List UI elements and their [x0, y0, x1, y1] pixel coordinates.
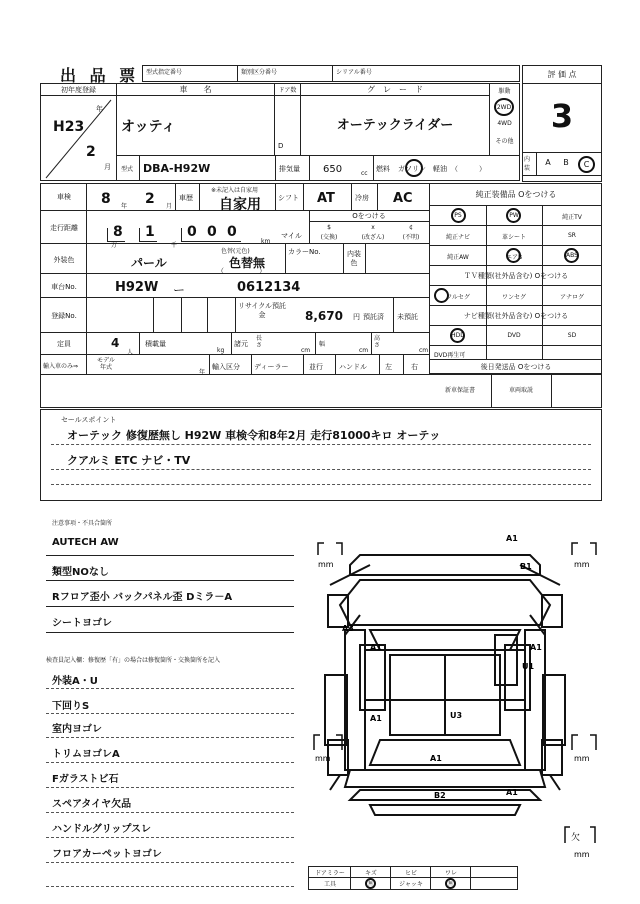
model-year-label: モデル年式 — [97, 357, 115, 371]
car-name-label: 車 名 — [117, 84, 274, 96]
recycle-not-deposited: 未預託 — [397, 313, 418, 321]
damage-mark: A1 — [370, 643, 382, 652]
drive-4wd: 4WD — [497, 120, 512, 127]
shift-value: AT — [317, 191, 335, 206]
fuel-diesel: 軽油 — [433, 165, 447, 173]
history-value: 自家用 — [219, 197, 261, 213]
divider — [181, 298, 182, 333]
year-unit: 年 — [96, 105, 103, 113]
load-label: 積載量 — [145, 340, 166, 348]
details-section — [40, 183, 602, 408]
drive-2wd-circled: 2WD — [494, 98, 514, 116]
recycle-value: 8,670 — [305, 309, 343, 323]
evaluation-score: 3 — [550, 97, 574, 135]
divider — [231, 333, 232, 355]
divider — [153, 298, 154, 333]
import-year-unit: 年 — [199, 369, 206, 376]
after-items-title: 後日発送品 Oをつける — [430, 360, 602, 374]
recycle-label: リサイクル預託金 — [237, 302, 287, 319]
equip-abs-circle — [564, 248, 579, 263]
navi-hdd-circle — [450, 328, 465, 343]
legend-crack: ヒビ — [404, 870, 417, 877]
divider — [175, 184, 176, 211]
navi-sd: SD — [567, 332, 577, 339]
notices-label: 注意事項・不具合箇所 — [52, 520, 113, 527]
navi-hdd: HDD — [451, 332, 465, 339]
import-label: 輸入車のみ⇒ — [43, 363, 79, 370]
car-damage-diagram — [300, 525, 610, 859]
chassis-prefix: H92W — [115, 280, 159, 295]
legend-scratch: キズ — [365, 870, 377, 877]
rule — [46, 762, 294, 763]
equipment-column — [429, 184, 601, 374]
divider — [139, 333, 140, 355]
inspector-item: トリムヨゴレA — [52, 749, 120, 760]
mileage-digit-2: 1 — [145, 224, 155, 240]
header-code-box — [142, 65, 520, 82]
notice-item: シートヨゴレ — [52, 618, 112, 629]
equip-abs: ABS — [566, 252, 578, 259]
rule — [46, 713, 294, 714]
ac-value: AC — [393, 191, 413, 206]
rule — [51, 484, 591, 485]
divider — [199, 184, 200, 211]
rule — [46, 812, 294, 813]
equip-sr: SR — [568, 232, 576, 239]
tv-oneseg: ワンセグ — [501, 294, 526, 301]
displacement-value: 650 — [323, 164, 343, 175]
divider — [235, 298, 236, 333]
mileage-circle-note: Oをつける — [309, 211, 429, 222]
inspector-item: 外装A・U — [52, 676, 98, 687]
recycle-deposited: 預託済 — [363, 313, 384, 321]
legend-box — [308, 866, 518, 890]
mileage-opt3-mark: ¢ — [409, 224, 413, 231]
divider — [303, 184, 304, 211]
import-dealer: ディーラー — [254, 363, 289, 371]
divider — [371, 333, 372, 355]
tv-fullseg-circle — [434, 288, 449, 303]
car-name-value: オッティ — [121, 119, 176, 135]
divider — [393, 298, 394, 333]
notice-item: Rフロア歪小 バックパネル歪 Dミラ－A — [52, 592, 233, 603]
divider — [377, 184, 378, 211]
rule — [46, 886, 294, 887]
import-parallel: 並行 — [309, 363, 323, 371]
equip-tv: 純正TV — [562, 214, 582, 221]
damage-mark: A1 — [530, 643, 542, 652]
fuel-circle-mark — [405, 159, 423, 177]
model-code-label: 型式指定番号 — [143, 66, 238, 81]
first-reg-label: 初年度登録 — [41, 84, 116, 96]
damage-mark: A3 — [342, 624, 354, 633]
history-note: ※未記入は自家用 — [211, 187, 259, 194]
sales-point-label: セールスポイント — [61, 416, 117, 424]
class-code-label: 類別区分番号 — [238, 66, 333, 81]
grade-value: オーテックライダー — [336, 118, 454, 133]
history-label: 車歴 — [179, 194, 193, 202]
import-class-label: 輸入区分 — [212, 363, 240, 371]
model-value: DBA-H92W — [143, 162, 211, 175]
divider — [379, 355, 380, 374]
interior-b: B — [563, 158, 569, 167]
inspector-label: 検査員記入欄：修復歴「有」の場合は修復箇所・交換箇所を記入 — [46, 657, 221, 664]
legend-tools: 工具 — [323, 881, 336, 888]
ac-label: 冷房 — [355, 194, 369, 202]
capacity-label: 定員 — [57, 340, 71, 348]
equip-pw: PW — [509, 212, 519, 219]
rule — [46, 862, 294, 863]
divider — [303, 355, 304, 374]
inspector-item: 下回りS — [52, 701, 90, 712]
rule — [46, 837, 294, 838]
interior-a: A — [545, 158, 551, 167]
equip-airbag: エアB — [505, 254, 523, 261]
km-unit: km — [261, 238, 271, 245]
cm-unit: cm — [419, 347, 429, 354]
handle-left: 左 — [385, 363, 392, 371]
damage-mark: A1 — [370, 714, 382, 723]
shaken-month: 2 — [145, 191, 155, 207]
mileage-opt2-mark: x — [371, 224, 375, 231]
navi-title: ナビ種類(社外品含む) Oをつける — [430, 306, 602, 326]
divider — [209, 355, 210, 374]
sales-point-line1: オーテック 修復歴無し H92W 車検令和8年2月 走行81000キロ オーテッ — [67, 429, 441, 442]
tv-analog: アナログ — [559, 294, 584, 301]
inspector-item: フロアカーペットヨゴレ — [52, 849, 162, 860]
equip-pw-circle — [506, 208, 521, 223]
first-reg-month: 2 — [86, 144, 96, 160]
mileage-digit-4: 0 — [207, 224, 217, 240]
fuel-gasoline: ガソリン — [398, 165, 426, 173]
damage-mark: A1 — [430, 754, 442, 763]
mileage-opt3: (不明) — [402, 234, 420, 241]
legend-tools-none: 無 — [365, 878, 376, 889]
row-chassis — [41, 274, 429, 298]
width-label: 幅 — [319, 341, 326, 348]
owners-manual: 車両取説 — [508, 387, 533, 394]
registration-label: 登録No. — [51, 312, 77, 320]
capacity-value: 4 — [111, 336, 120, 350]
displacement-label: 排気量 — [279, 165, 300, 173]
legend-jack: ジャッキ — [399, 881, 423, 888]
divider — [351, 184, 352, 211]
interior-grade-box — [522, 152, 602, 176]
handle-right: 右 — [411, 363, 418, 371]
divider — [207, 298, 208, 333]
damage-mark: B1 — [520, 562, 532, 571]
mm-label: mm — [318, 560, 334, 569]
repaint-original: （ ） — [217, 267, 266, 275]
model-label: 型式 — [121, 166, 134, 173]
rule — [46, 606, 294, 607]
mm-label: mm — [574, 754, 590, 763]
rule — [51, 444, 591, 445]
color-no-label: カラーNo. — [288, 248, 321, 256]
mileage-opt2: (改ざん) — [361, 234, 385, 241]
rule — [46, 632, 294, 633]
serial-label: シリアル番号 — [336, 69, 372, 76]
missing-label: 欠 — [571, 833, 581, 843]
mile-label: マイル — [281, 232, 302, 240]
vehicle-basic-section — [40, 83, 520, 181]
kg-unit: kg — [217, 347, 225, 354]
equip-leather: 革シート — [501, 234, 526, 241]
navi-dvd: DVD — [507, 332, 521, 339]
equip-navi: 純正ナビ — [445, 234, 470, 241]
mileage-digit-5: 0 — [227, 224, 237, 240]
repaint-value: 色替無 — [229, 256, 266, 270]
doors-label: ドア数 — [275, 84, 300, 96]
mm-label: mm — [574, 850, 590, 859]
handle-label: ハンドル — [339, 363, 367, 371]
cm-unit: cm — [301, 347, 311, 354]
damage-mark: B2 — [434, 791, 446, 800]
length-label: 長さ — [255, 335, 262, 349]
divider — [365, 244, 366, 274]
rule — [46, 580, 294, 581]
first-reg-era: H23 — [53, 119, 85, 135]
divider — [285, 244, 286, 274]
fuel-other: （ ） — [451, 165, 486, 173]
first-registration — [41, 84, 117, 180]
mileage-digit-1: 8 — [113, 224, 123, 240]
mileage-digit-3: 0 — [187, 224, 197, 240]
shaken-year: 8 — [101, 191, 111, 207]
shift-label: シフト — [278, 194, 299, 202]
capacity-unit: 人 — [127, 349, 134, 356]
divider — [315, 333, 316, 355]
legend-door-mirror: ドアミラー — [315, 870, 345, 877]
equipment-title: 純正装備品 Oをつける — [430, 184, 602, 206]
divider — [373, 156, 374, 180]
divider — [275, 156, 276, 180]
drive-label: 駆動 — [498, 88, 511, 95]
shaken-year-unit: 年 — [121, 203, 128, 210]
divider — [551, 374, 552, 407]
exterior-label: 外装色 — [53, 256, 75, 264]
dims-label: 諸元 — [234, 340, 248, 348]
rule — [46, 688, 294, 689]
evaluation-label: 評 価 点 — [523, 66, 601, 84]
dvd-playback: DVD再生可 — [434, 352, 466, 359]
tv-title: ＴＶ種類(社外品含む) Oをつける — [430, 266, 602, 286]
tv-fullseg: フルセグ — [446, 294, 470, 301]
sales-point-box — [40, 409, 602, 501]
shaken-label: 車検 — [57, 193, 71, 201]
yen-unit: 円 — [353, 313, 360, 321]
damage-mark: U1 — [522, 662, 535, 671]
interior-c-circled: C — [578, 156, 595, 173]
equip-ps-circle — [451, 208, 466, 223]
mm-label: mm — [574, 560, 590, 569]
car-name-cell — [117, 84, 275, 156]
chassis-label: 車台No. — [51, 283, 77, 291]
rule — [46, 555, 294, 556]
drive-cell — [490, 84, 519, 156]
mileage-unit-sen: 千 — [171, 242, 178, 249]
divider — [251, 355, 252, 374]
damage-mark: A1 — [506, 534, 518, 543]
month-unit: 月 — [104, 163, 111, 171]
sheet-title: 出 品 票 — [60, 66, 140, 85]
equip-airbag-circle — [506, 248, 521, 263]
warranty-book: 新車保証書 — [444, 387, 475, 394]
height-label: 高さ — [373, 335, 380, 349]
equip-ps: PS — [454, 212, 462, 219]
shaken-month-unit: 月 — [166, 203, 173, 210]
drive-other: その他 — [495, 138, 514, 145]
exterior-color: パール — [131, 256, 167, 270]
interior-color-label: 内装色 — [347, 250, 361, 267]
inspector-item: ハンドルグリップスレ — [52, 824, 151, 835]
mileage-unit-man: 万 — [111, 242, 118, 249]
grade-cell — [301, 84, 490, 156]
divider — [139, 156, 140, 180]
mileage-opt1-mark: $ — [327, 224, 331, 231]
damage-mark: A1 — [506, 788, 518, 797]
doors-cell — [275, 84, 301, 156]
equip-aw: 純正AW — [447, 254, 469, 261]
interior-label: 内装 — [523, 153, 537, 175]
divider — [403, 355, 404, 374]
fuel-label: 燃料 — [376, 165, 390, 173]
repaint-label: 色替(元色) — [221, 248, 250, 255]
legend-break: ワレ — [444, 870, 457, 877]
damage-mark: U3 — [450, 711, 463, 720]
doors-value: D — [278, 142, 284, 150]
cm-unit: cm — [359, 347, 369, 354]
inspector-item: 室内ヨゴレ — [52, 724, 102, 735]
rule — [46, 787, 294, 788]
rule — [51, 469, 591, 470]
inspector-item: Fガラストビ石 — [52, 774, 119, 785]
divider — [275, 184, 276, 211]
mm-label: mm — [315, 754, 331, 763]
mileage-opt1: (交換) — [320, 234, 338, 241]
notice-item: AUTECH AW — [52, 537, 119, 548]
divider — [309, 156, 310, 180]
inspector-item: スペアタイヤ欠品 — [52, 799, 132, 810]
rule — [46, 737, 294, 738]
divider — [335, 355, 336, 374]
legend-jack-none: 無 — [445, 878, 456, 889]
chassis-number: 0612134 — [237, 280, 301, 295]
grade-label: グ レ ー ド — [301, 84, 489, 96]
chassis-dash: ー — [173, 283, 186, 297]
cc-unit: cc — [361, 170, 368, 177]
notice-item: 類型NOなし — [52, 567, 109, 578]
sales-point-line2: クアルミ ETC ナビ・TV — [67, 454, 191, 467]
mileage-label: 走行距離 — [50, 224, 78, 232]
